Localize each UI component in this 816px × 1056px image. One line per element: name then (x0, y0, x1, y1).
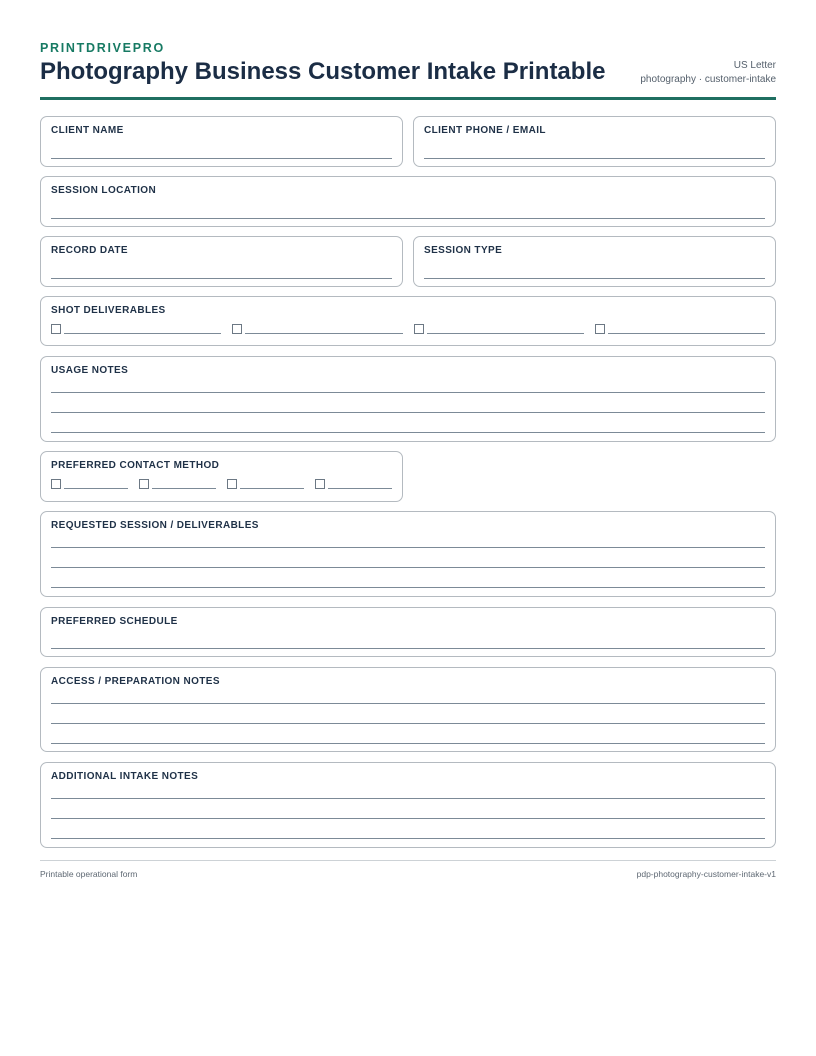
write-line (51, 567, 765, 568)
write-line (51, 648, 765, 649)
footer-form-type: Printable operational form (40, 869, 138, 879)
checkbox[interactable] (139, 479, 149, 489)
checkbox[interactable] (315, 479, 325, 489)
checkbox[interactable] (51, 479, 61, 489)
write-line (51, 432, 765, 433)
contact-option[interactable] (139, 479, 216, 489)
write-line (245, 333, 402, 334)
write-line (51, 703, 765, 704)
write-line (64, 488, 128, 489)
write-line (51, 743, 765, 744)
preferred-contact-method-field (40, 451, 403, 502)
write-line (51, 838, 765, 839)
additional-intake-notes-field[interactable] (40, 762, 776, 848)
checkbox[interactable] (414, 324, 424, 334)
checkbox[interactable] (595, 324, 605, 334)
field-label: SHOT DELIVERABLES (51, 305, 166, 316)
brand-name: PRINTDRIVEPRO (40, 41, 165, 55)
deliverable-option[interactable] (232, 324, 402, 334)
write-line (51, 278, 392, 279)
document-meta (640, 59, 776, 87)
deliverable-option[interactable] (414, 324, 584, 334)
write-line (51, 723, 765, 724)
field-label: REQUESTED SESSION / DELIVERABLES (51, 520, 259, 531)
preferred-schedule-field[interactable] (40, 607, 776, 657)
write-line (152, 488, 216, 489)
field-label: ADDITIONAL INTAKE NOTES (51, 771, 199, 782)
deliverable-option[interactable] (595, 324, 765, 334)
write-line (51, 587, 765, 588)
field-label: SESSION LOCATION (51, 185, 157, 196)
checkbox[interactable] (51, 324, 61, 334)
requested-session-deliverables-field[interactable] (40, 511, 776, 597)
contact-option[interactable] (51, 479, 128, 489)
contact-option[interactable] (227, 479, 304, 489)
paper-size: US Letter (733, 60, 776, 71)
contact-option[interactable] (315, 479, 392, 489)
checkbox[interactable] (227, 479, 237, 489)
deliverable-option[interactable] (51, 324, 221, 334)
field-label: PREFERRED CONTACT METHOD (51, 460, 220, 471)
checkbox[interactable] (232, 324, 242, 334)
document-tags: photography · customer-intake (640, 74, 776, 85)
write-line (51, 392, 765, 393)
session-type-field[interactable] (413, 236, 776, 287)
write-line (51, 158, 392, 159)
session-location-field[interactable] (40, 176, 776, 227)
write-line (51, 798, 765, 799)
record-date-field[interactable] (40, 236, 403, 287)
field-label: CLIENT PHONE / EMAIL (424, 125, 546, 136)
field-label: CLIENT NAME (51, 125, 124, 136)
write-line (427, 333, 584, 334)
usage-notes-field[interactable] (40, 356, 776, 442)
field-label: USAGE NOTES (51, 365, 129, 376)
footer-form-id: pdp-photography-customer-intake-v1 (636, 869, 776, 879)
write-line (51, 818, 765, 819)
page-title: Photography Business Customer Intake Printable (40, 58, 606, 85)
header-divider (40, 97, 776, 100)
write-line (51, 547, 765, 548)
write-line (64, 333, 221, 334)
field-label: ACCESS / PREPARATION NOTES (51, 676, 220, 687)
write-line (51, 218, 765, 219)
field-label: RECORD DATE (51, 245, 128, 256)
client-phone-email-field[interactable] (413, 116, 776, 167)
write-line (51, 412, 765, 413)
write-line (424, 158, 765, 159)
field-label: PREFERRED SCHEDULE (51, 616, 178, 627)
write-line (424, 278, 765, 279)
write-line (608, 333, 765, 334)
field-label: SESSION TYPE (424, 245, 503, 256)
footer-divider (40, 860, 776, 861)
write-line (328, 488, 392, 489)
shot-deliverables-field (40, 296, 776, 346)
client-name-field[interactable] (40, 116, 403, 167)
write-line (240, 488, 304, 489)
access-preparation-notes-field[interactable] (40, 667, 776, 752)
